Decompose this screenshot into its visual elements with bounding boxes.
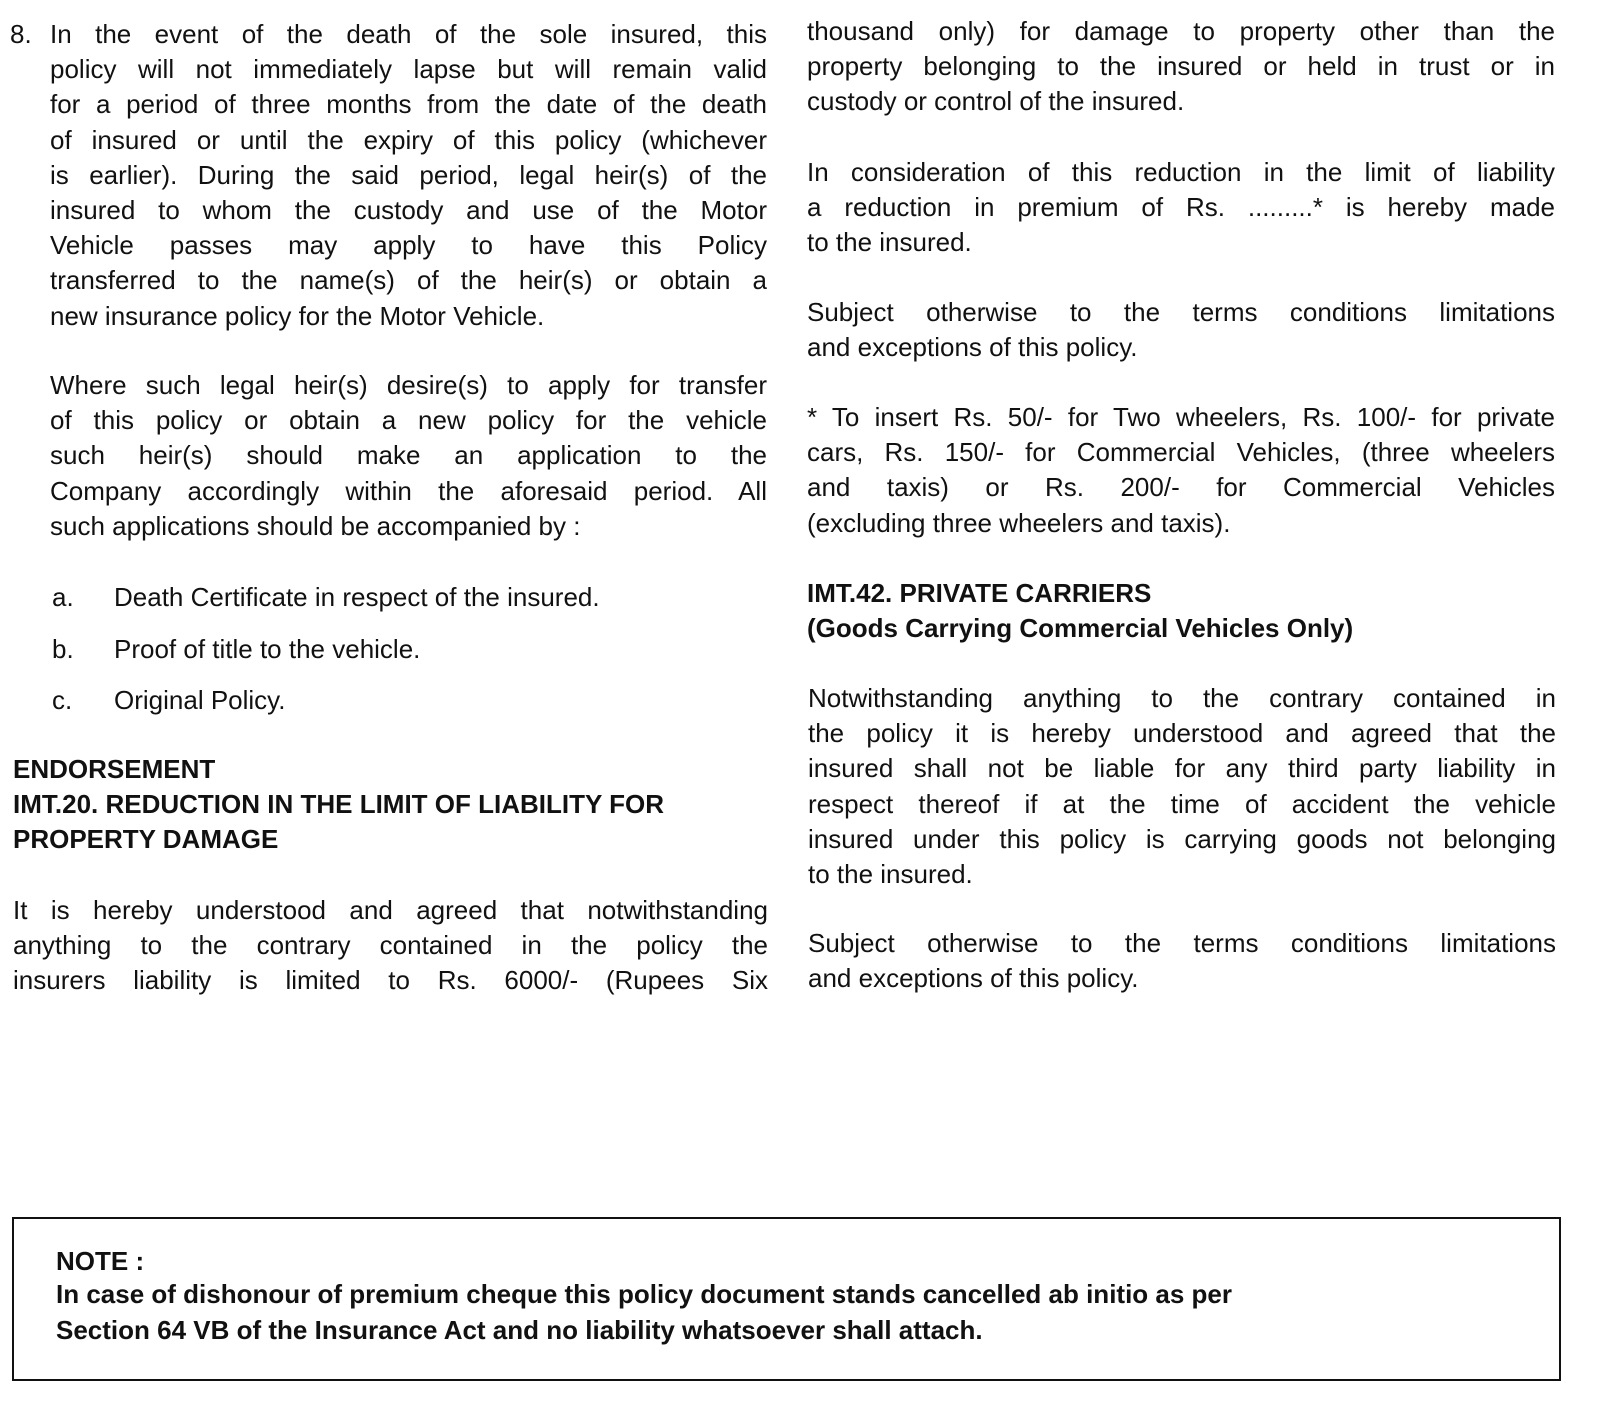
text-line: insured under this policy is carrying goods not belonging — [808, 823, 1556, 854]
text-line: such applications should be accompanied by : — [50, 510, 581, 541]
text-line: Notwithstanding anything to the contrary contained in — [808, 683, 1556, 713]
text-line: IMT.42. PRIVATE CARRIERS — [807, 578, 1152, 608]
list-text: Original Policy. — [114, 685, 286, 715]
text-line: In consideration of this reduction in the limit of liability — [807, 157, 1555, 187]
text-line: to the insured. — [807, 227, 972, 258]
text-line: Subject otherwise to the terms conditions limitations — [808, 928, 1556, 958]
list-text: Death Certificate in respect of the insured. — [114, 582, 600, 612]
text-line: anything to the contrary contained in the policy the — [13, 930, 768, 961]
text-line: Section 64 VB of the Insurance Act and no liability whatsoever shall attach. — [56, 1315, 983, 1345]
paragraph-private-carriers — [808, 681, 1556, 892]
item-number: 8. — [10, 19, 32, 49]
paragraph-transfer-application — [50, 368, 767, 544]
imt42-heading — [807, 576, 1555, 646]
text-line: custody or control of the insured. — [807, 86, 1185, 117]
text-line: thousand only) for damage to property other than the — [807, 16, 1555, 46]
note-text — [56, 1276, 1526, 1348]
text-line: insurers liability is limited to Rs. 6000/- (Rupees Six — [13, 965, 768, 996]
text-line: Subject otherwise to the terms conditions limitations — [807, 297, 1555, 327]
paragraph-property-damage — [807, 14, 1555, 120]
paragraph-subject-otherwise — [807, 295, 1555, 365]
paragraph-subject-otherwise-2 — [808, 926, 1556, 996]
text-line: a reduction in premium of Rs. .........* is hereby made — [807, 192, 1555, 223]
text-line: PROPERTY DAMAGE — [13, 824, 279, 855]
endorsement-heading — [13, 752, 768, 858]
list-marker: b. — [52, 634, 74, 664]
text-line: Company accordingly within the aforesaid period. All — [50, 475, 767, 506]
text-line: is earlier). During the said period, legal heir(s) of the — [50, 159, 767, 190]
text-line: In case of dishonour of premium cheque this policy document stands cancelled ab initio as per — [56, 1279, 1233, 1309]
text-line: It is hereby understood and agreed that notwithstanding — [13, 895, 768, 925]
text-line: ENDORSEMENT — [13, 754, 216, 784]
text-line: the policy it is hereby understood and agreed that the — [808, 718, 1556, 749]
text-line: (Goods Carrying Commercial Vehicles Only) — [807, 613, 1354, 644]
paragraph-liability-limit — [13, 893, 768, 999]
text-line: for a period of three months from the date of the death — [50, 89, 767, 120]
note-box — [12, 1217, 1561, 1381]
list-marker: c. — [52, 685, 73, 715]
note-title: NOTE : — [56, 1246, 145, 1276]
text-line: of insured or until the expiry of this policy (whichever — [50, 124, 767, 155]
text-line: to the insured. — [808, 858, 973, 889]
text-line: Vehicle passes may apply to have this Policy — [50, 230, 767, 261]
text-line: and exceptions of this policy. — [808, 963, 1139, 994]
text-line: and taxis) or Rs. 200/- for Commercial Vehicles — [807, 472, 1555, 503]
text-line: transferred to the name(s) of the heir(s) or obtain a — [50, 265, 767, 296]
text-line: insured shall not be liable for any third party liability in — [808, 753, 1556, 784]
text-line: insured to whom the custody and use of the Motor — [50, 194, 767, 225]
text-line: and exceptions of this policy. — [807, 332, 1138, 363]
text-line: of this policy or obtain a new policy for the vehicle — [50, 405, 767, 436]
text-line: policy will not immediately lapse but will remain valid — [50, 54, 767, 85]
text-line: cars, Rs. 150/- for Commercial Vehicles, (three wheelers — [807, 437, 1555, 468]
text-line: In the event of the death of the sole insured, this — [50, 19, 767, 49]
paragraph-premium-reduction — [807, 155, 1555, 261]
footnote — [807, 400, 1555, 541]
paragraph-heir-lapse — [50, 17, 767, 334]
text-line: such heir(s) should make an application to the — [50, 440, 767, 471]
text-line: * To insert Rs. 50/- for Two wheelers, Rs. 100/- for private — [807, 402, 1555, 432]
text-line: property belonging to the insured or held in trust or in — [807, 51, 1555, 82]
text-line: new insurance policy for the Motor Vehicle. — [50, 300, 545, 331]
text-line: IMT.20. REDUCTION IN THE LIMIT OF LIABILITY FOR — [13, 789, 664, 820]
list-marker: a. — [52, 582, 74, 612]
list-text: Proof of title to the vehicle. — [114, 634, 421, 664]
text-line: respect thereof if at the time of accident the vehicle — [808, 788, 1556, 819]
text-line: Where such legal heir(s) desire(s) to apply for transfer — [50, 370, 767, 400]
text-line: (excluding three wheelers and taxis). — [807, 507, 1231, 538]
